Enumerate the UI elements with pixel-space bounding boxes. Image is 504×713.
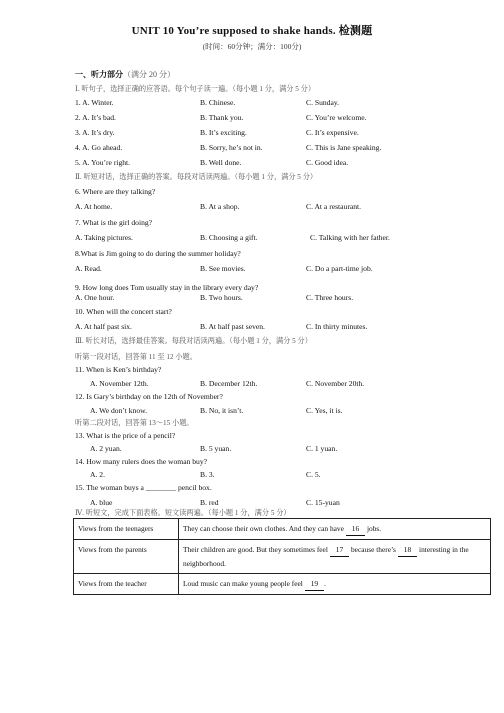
part-ii-instruction: Ⅱ. 听短对话，选择正确的答案。每段对话读两遍。（每小题 1 分，满分 5 分） [75,173,318,181]
q10-option-c: C. In thirty minutes. [306,322,368,331]
q11-stem: 11. When is Ken’s birthday? [75,365,162,374]
q15-option-b: B. red [200,498,219,507]
part-i-instruction: Ⅰ. 听句子，选择正确的应答语。每个句子读一遍。（每小题 1 分，满分 5 分） [75,85,316,93]
q9-option-b: B. Two hours. [200,293,243,302]
q9-stem: 9. How long does Tom usually stay in the library every day? [75,283,259,292]
q5-option-a: 5. A. You’re right. [75,158,131,167]
row-text: They can choose their own clothes. And they can have [183,524,346,533]
q13-option-c: C. 1 yuan. [306,444,338,453]
answer-blank-16[interactable]: 16 [346,522,365,536]
row-header: Views from the teenagers [74,519,179,540]
q12-stem: 12. Is Gary’s birthday on the 12th of November? [75,392,223,401]
q10-option-b: B. At half past seven. [200,322,265,331]
row-header: Views from the parents [74,540,179,574]
q3-option-a: 3. A. It’s dry. [75,128,115,137]
section-heading [75,70,175,80]
q3-option-c: C. It’s expensive. [306,128,359,137]
page-title: UNIT 10 You’re supposed to shake hands. 检测题 [131,25,373,37]
q14-stem: 14. How many rulers does the woman buy? [75,457,208,466]
table-row [74,574,491,595]
q3-option-b: B. It’s exciting. [200,128,247,137]
q6-option-a: A. At home. [75,202,113,211]
q8-option-c: C. Do a part-time job. [306,264,373,273]
row-content [179,519,491,540]
q13-option-b: B. 5 yuan. [200,444,232,453]
q1-option-b: B. Chinese. [200,98,236,107]
q12-option-c: C. Yes, it is. [306,406,343,415]
q7-option-b: B. Choosing a gift. [200,233,258,242]
row-text-end: jobs. [365,524,382,533]
row-header: Views from the teacher [74,574,179,595]
q14-option-a: A. 2. [90,470,105,479]
part-iv-instruction: Ⅳ. 听短文，完成下面表格。短文读两遍。（每小题 1 分，满分 5 分） [75,509,291,517]
q13-option-a: A. 2 yuan. [90,444,122,453]
row-content [179,540,491,574]
q9-option-c: C. Three hours. [306,293,354,302]
q12-option-a: A. We don’t know. [90,406,148,415]
q1-option-c: C. Sunday. [306,98,340,107]
answer-blank-19[interactable]: 19 [305,577,324,591]
q8-option-a: A. Read. [75,264,102,273]
q4-option-c: C. This is Jane speaking. [306,143,382,152]
q14-option-c: C. 5. [306,470,321,479]
row-text: Loud music can make young people feel [183,579,305,588]
q7-option-c: C. Talking with her father. [310,233,390,242]
section-heading-text: 一、听力部分 [75,70,123,79]
answer-blank-17[interactable]: 17 [330,543,349,557]
q9-option-a: A. One hour. [75,293,115,302]
q12-option-b: B. No, it isn’t. [200,406,244,415]
q5-option-b: B. Well done. [200,158,242,167]
q7-stem: 7. What is the girl doing? [75,218,153,227]
q2-option-c: C. You’re welcome. [306,113,367,122]
q14-option-b: B. 3. [200,470,215,479]
q10-option-a: A. At half past six. [75,322,132,331]
answer-blank-18[interactable]: 18 [398,543,417,557]
section-heading-mark: （满分 20 分） [123,70,175,79]
q2-option-a: 2. A. It’s bad. [75,113,116,122]
q8-option-b: B. See movies. [200,264,246,273]
q15-option-c: C. 15-yuan [306,498,340,507]
dialogue-2-note: 听第二段对话，回答第 13～15 小题。 [75,419,194,427]
row-text: Their children are good. But they sometimes feel [183,545,330,554]
q15-option-a: A. blue [90,498,113,507]
q6-stem: 6. Where are they talking? [75,187,156,196]
q11-option-c: C. November 20th. [306,379,365,388]
table-row [74,540,491,574]
q11-option-a: A. November 12th. [90,379,149,388]
row-text-end: interesting in the neighborhood. [183,545,469,568]
table-row [74,519,491,540]
q10-stem: 10. When will the concert start? [75,307,172,316]
row-text-end: . [324,579,326,588]
q13-stem: 13. What is the price of a pencil? [75,431,176,440]
row-text-mid: because there’s [349,545,398,554]
q1-option-a: 1. A. Winter. [75,98,114,107]
views-table [73,518,491,595]
q4-option-b: B. Sorry, he’s not in. [200,143,263,152]
part-iii-instruction: Ⅲ. 听长对话，选择最佳答案。每段对话读两遍。（每小题 1 分，满分 5 分） [75,337,312,345]
q6-option-b: B. At a shop. [200,202,240,211]
q11-option-b: B. December 12th. [200,379,258,388]
q4-option-a: 4. A. Go ahead. [75,143,123,152]
dialogue-1-note: 听第一段对话，回答第 11 至 12 小题。 [75,353,197,361]
q15-stem: 15. The woman buys a ________ pencil box. [75,483,212,492]
page-subtitle: (时间：60分钟；满分：100分) [202,42,302,51]
q2-option-b: B. Thank you. [200,113,244,122]
q6-option-c: C. At a restaurant. [306,202,362,211]
q5-option-c: C. Good idea. [306,158,349,167]
q8-stem: 8.What is Jim going to do during the summer holiday? [75,249,241,258]
row-content [179,574,491,595]
q7-option-a: A. Taking pictures. [75,233,133,242]
